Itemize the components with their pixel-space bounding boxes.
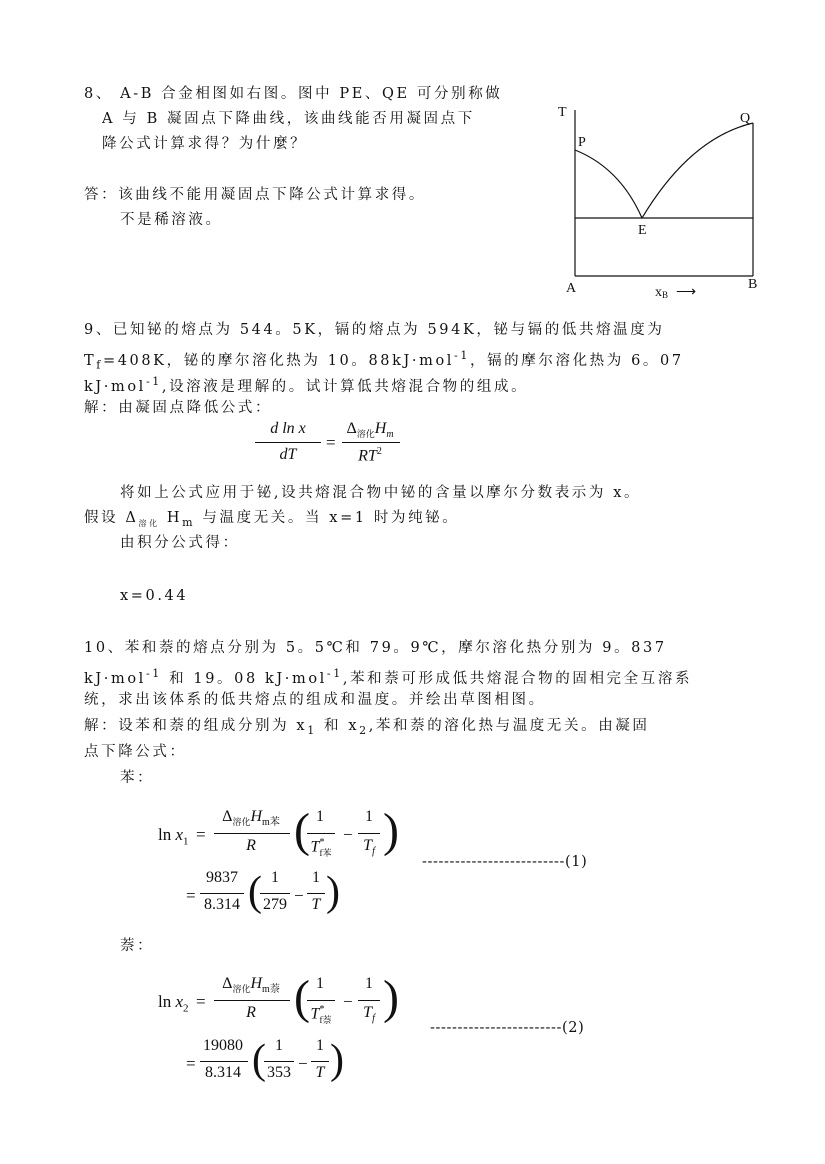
label-T: T [558,105,567,120]
q10-naph-label: 萘： [120,938,155,954]
q10-line1: 10、苯和萘的熔点分别为 5。5℃和 79。9℃，摩尔溶化热分别为 9。837 [84,640,667,656]
q9-apply2: 假设 $\Delta_{溶化}$ $H_m$ 与温度无关。当 x=1 时为纯铋。 [84,510,460,529]
q9-line2: $T_f=408K$，铋的摩尔溶化热为 10。88kJ·mol$^{-1}$，镉的摩尔溶化热为 6。07 [84,349,684,372]
phase-diagram [550,98,770,303]
q8-answer-line2: 不是稀溶液。 [120,212,223,228]
curve-QE [642,123,753,218]
q10-sol1: 解：设苯和萘的组成分别为 $x_1$ 和 $x_2$,苯和萘的溶化热与温度无关。由凝固 [84,718,650,737]
eq-rnum: $\Delta_{溶化}H_m$ [346,420,394,441]
eq-den: dT [279,446,297,463]
arrow-xB: ⟶ [676,285,697,300]
q9-line1: 9、已知铋的熔点为 544。5K，镉的熔点为 594K，铋与镉的低共熔温度为 [84,322,665,338]
label-E: E [638,223,647,238]
q10-line2: kJ·mol$^{-1}$ 和 19。08 kJ·mol$^{-1}$,苯和萘可形成低共熔混合物的固相完全互溶系 [84,667,693,687]
label-A: A [566,281,577,296]
q9-solution: 解：由凝固点降低公式： [84,400,273,416]
q8-line1: 8、 A-B 合金相图如右图。图中 PE、QE 可分别称做 [84,86,503,102]
q8-line2: A 与 B 凝固点下降曲线，该曲线能否用凝固点下 [102,111,475,127]
eq-rden: $RT^2$ [358,446,382,465]
q9-apply1: 将如上公式应用于铋,设共熔混合物中铋的含量以摩尔分数表示为 x。 [120,485,642,501]
label-P: P [578,135,586,150]
q8-answer-line1: 答：该曲线不能用凝固点下降公式计算求得。 [84,187,426,203]
q8-line3: 降公式计算求得？为什麼？ [102,136,308,152]
label-xB: xB [655,285,669,300]
q10-sol2: 点下降公式： [84,744,187,760]
q9-result: x=0.44 [120,588,189,604]
q10-benzene-label: 苯： [120,770,155,786]
label-B: B [748,277,758,292]
eq1-dash: --------------------------(1) [422,854,588,870]
curve-PE [575,150,642,218]
q9-line3: kJ·mol$^{-1}$,设溶液是理解的。试计算低共熔混合物的组成。 [84,375,529,395]
q10-line3: 统，求出该体系的低共熔点的组成和温度。并绘出草图相图。 [84,692,546,708]
eq2-dash: ------------------------(2) [430,1020,585,1036]
label-Q: Q [740,111,751,126]
eq-num: d ln x [270,420,306,437]
q9-integral: 由积分公式得： [120,535,240,551]
